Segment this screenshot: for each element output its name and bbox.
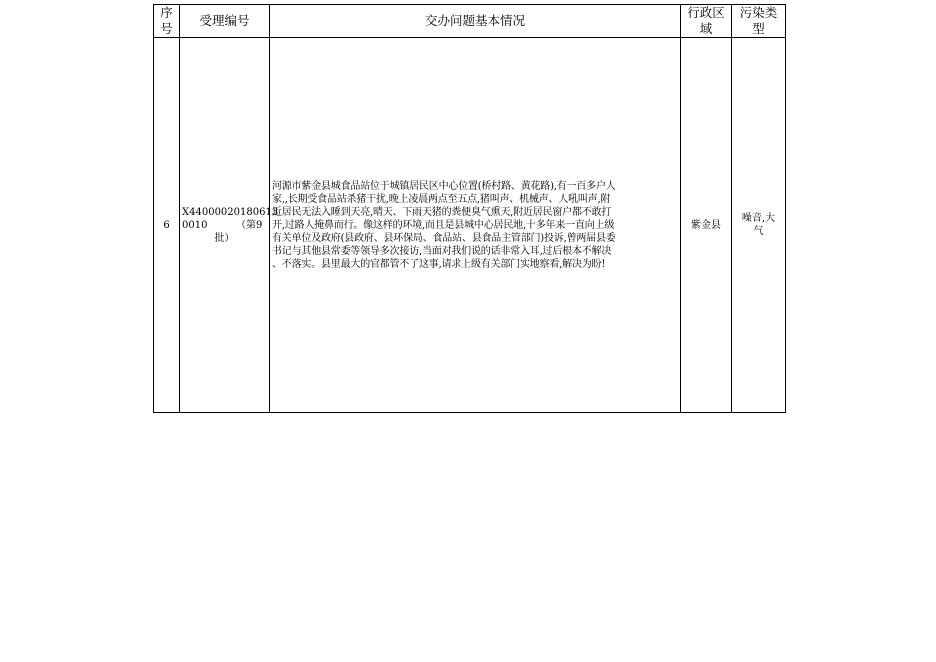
complaint-table bbox=[153, 4, 786, 413]
header-row bbox=[154, 5, 786, 38]
cell-id bbox=[180, 38, 279, 413]
id-line: 批） bbox=[214, 232, 235, 244]
id-line: 0010 （第9 bbox=[182, 219, 263, 231]
table-row bbox=[154, 38, 786, 413]
desc-line: 、不落实。县里最大的官都管不了这事,请求上级有关部门实地察看,解决为盼! bbox=[272, 258, 606, 270]
desc-line: 有关单位及政府(县政府、县环保局、食品站、县食品主管部门)投诉,曾两届县委 bbox=[272, 232, 616, 244]
desc-line: 河源市紫金县城食品站位于城镇居民区中心位置(桥村路、黄花路),有一百多户人 bbox=[272, 180, 616, 192]
cell-seq: 6 bbox=[154, 38, 180, 413]
cell-type: 噪音,大气 bbox=[732, 38, 786, 413]
header-id: 受理编号 bbox=[180, 5, 270, 38]
desc-line: 家,,长期受食品站杀猪干扰,晚上凌晨两点至五点,猪叫声、机械声、人吼叫声,附 bbox=[272, 193, 611, 205]
header-type: 污染类型 bbox=[732, 5, 786, 38]
cell-desc bbox=[270, 38, 681, 413]
header-region: 行政区域 bbox=[681, 5, 732, 38]
header-desc: 交办问题基本情况 bbox=[270, 5, 681, 38]
cell-region: 紫金县 bbox=[681, 38, 732, 413]
header-seq: 序号 bbox=[154, 5, 180, 38]
desc-line: 开,过路人掩鼻而行。像这样的环境,而且是县城中心居民地,十多年来一直向上级 bbox=[272, 219, 615, 231]
desc-line: 近居民无法入睡到天亮,晴天、下雨天猪的粪便臭气熏天,附近居民窗户都不敢打 bbox=[272, 206, 612, 218]
desc-line: 书记与其他县常委等领导多次接访,当面对我们说的话非常入耳,过后根本不解决 bbox=[272, 245, 612, 257]
id-line: X44000020180613 bbox=[182, 206, 279, 218]
